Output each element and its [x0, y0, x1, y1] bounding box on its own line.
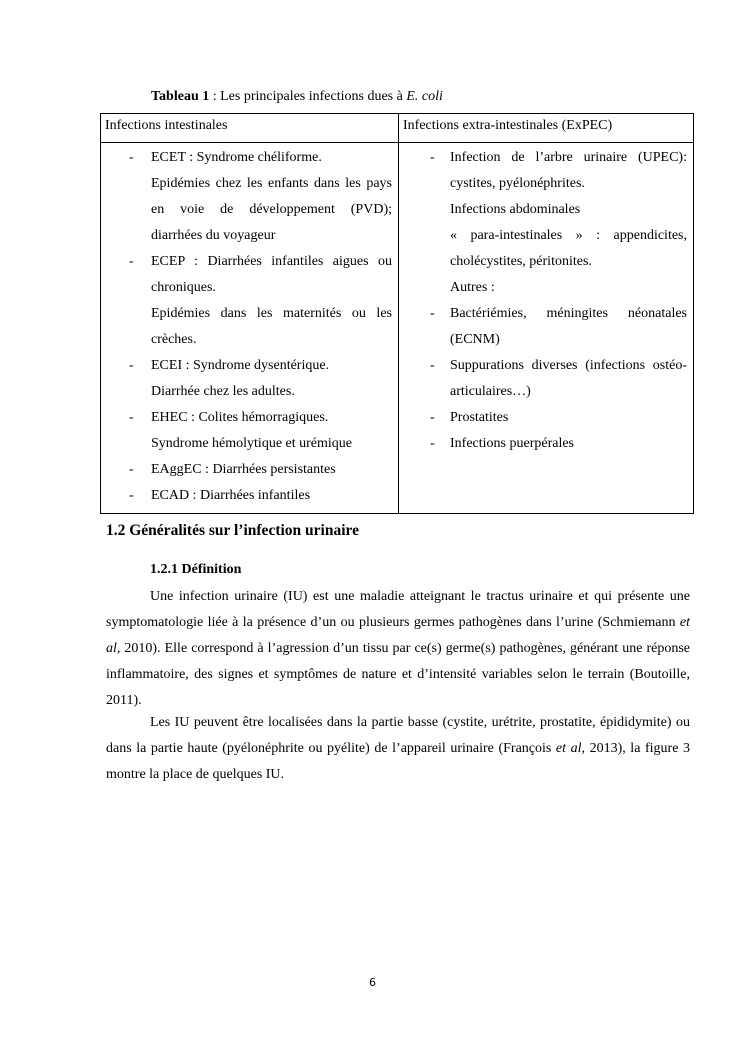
caption-separator: :	[209, 89, 221, 104]
intestinal-item: - ECEP : Diarrhées infantiles aigues ou chroniques.	[107, 249, 392, 301]
caption-species: E. coli	[406, 89, 443, 104]
p2-text-b: 2013), la figure 3 montre la place de quelques IU.	[106, 741, 690, 782]
p2-et-al: et al,	[555, 741, 585, 756]
intestinal-item: - ECET : Syndrome chéliforme.	[107, 145, 392, 171]
extra-item: Infections abdominales	[450, 202, 581, 217]
intestinal-item: - EAggEC : Diarrhées persistantes	[107, 457, 392, 483]
p1-text-b: 2010). Elle correspond à l’agression d’un tissu par ce(s) germe(s) pathogènes, générant une réponse inflammatoire, des signes et symptômes de nature et d’intensité variables selon le terrain (Boutoille, 2011).	[106, 641, 690, 708]
p1-et-al: et al,	[106, 615, 690, 656]
intestinal-list	[107, 145, 392, 509]
extra-item: - Infections puerpérales	[405, 431, 687, 457]
intestinal-item: Syndrome hémolytique et urémique	[151, 436, 353, 451]
caption-label: Tableau 1	[151, 89, 210, 104]
extra-item: - Suppurations diverses (infections ostéo-articulaires…)	[405, 353, 687, 405]
extra-intestinal-list	[405, 145, 687, 457]
intestinal-item: - ECAD : Diarrhées infantiles	[107, 483, 392, 509]
subsection-title: 1.2.1 Définition	[150, 562, 242, 577]
extra-item: cholécystites, péritonites.	[450, 254, 592, 269]
extra-item: - Bactériémies, méningites néonatales (ECNM)	[405, 301, 687, 353]
infections-table	[100, 113, 694, 514]
extra-item: - Prostatites	[405, 405, 687, 431]
p2-text-a: Les IU peuvent être localisées dans la partie basse (cystite, urétrite, prostatite, épididymite) ou dans la partie haute (pyélonéphrite ou pyélite) de l’appareil urinaire (François	[106, 715, 690, 756]
cell-intestinal	[101, 143, 399, 514]
header-intestinal: Infections intestinales	[101, 114, 399, 143]
p1-text-a: Une infection urinaire (IU) est une maladie atteignant le tractus urinaire et qui présente une symptomatologie liée à la présence d’un ou plusieurs germes pathogènes dans l’urine (Schmiemann	[106, 589, 690, 630]
paragraph-definition	[106, 584, 690, 714]
paragraph-localisation	[106, 710, 690, 788]
intestinal-item: - EHEC : Colites hémorragiques.	[107, 405, 392, 431]
extra-item: - Infection de l’arbre urinaire (UPEC): cystites, pyélonéphrites.	[405, 145, 687, 197]
section-title: 1.2 Généralités sur l’infection urinaire	[106, 522, 359, 539]
page-number: 6	[369, 976, 376, 989]
extra-item: « para-intestinales » : appendicites,	[450, 228, 687, 243]
intestinal-item: Epidémies chez les enfants dans les pays en voie de développement (PVD); diarrhées du voyageur	[151, 176, 392, 243]
header-extra-intestinal: Infections extra-intestinales (ExPEC)	[399, 114, 694, 143]
table-caption	[151, 87, 443, 107]
intestinal-item: - ECEI : Syndrome dysentérique.	[107, 353, 392, 379]
intestinal-item: Diarrhée chez les adultes.	[151, 384, 295, 399]
intestinal-item: Epidémies dans les maternités ou les crèches.	[151, 306, 392, 347]
caption-text: Les principales infections dues à	[220, 89, 407, 104]
extra-item: Autres :	[450, 280, 495, 295]
cell-extra-intestinal	[399, 143, 694, 514]
